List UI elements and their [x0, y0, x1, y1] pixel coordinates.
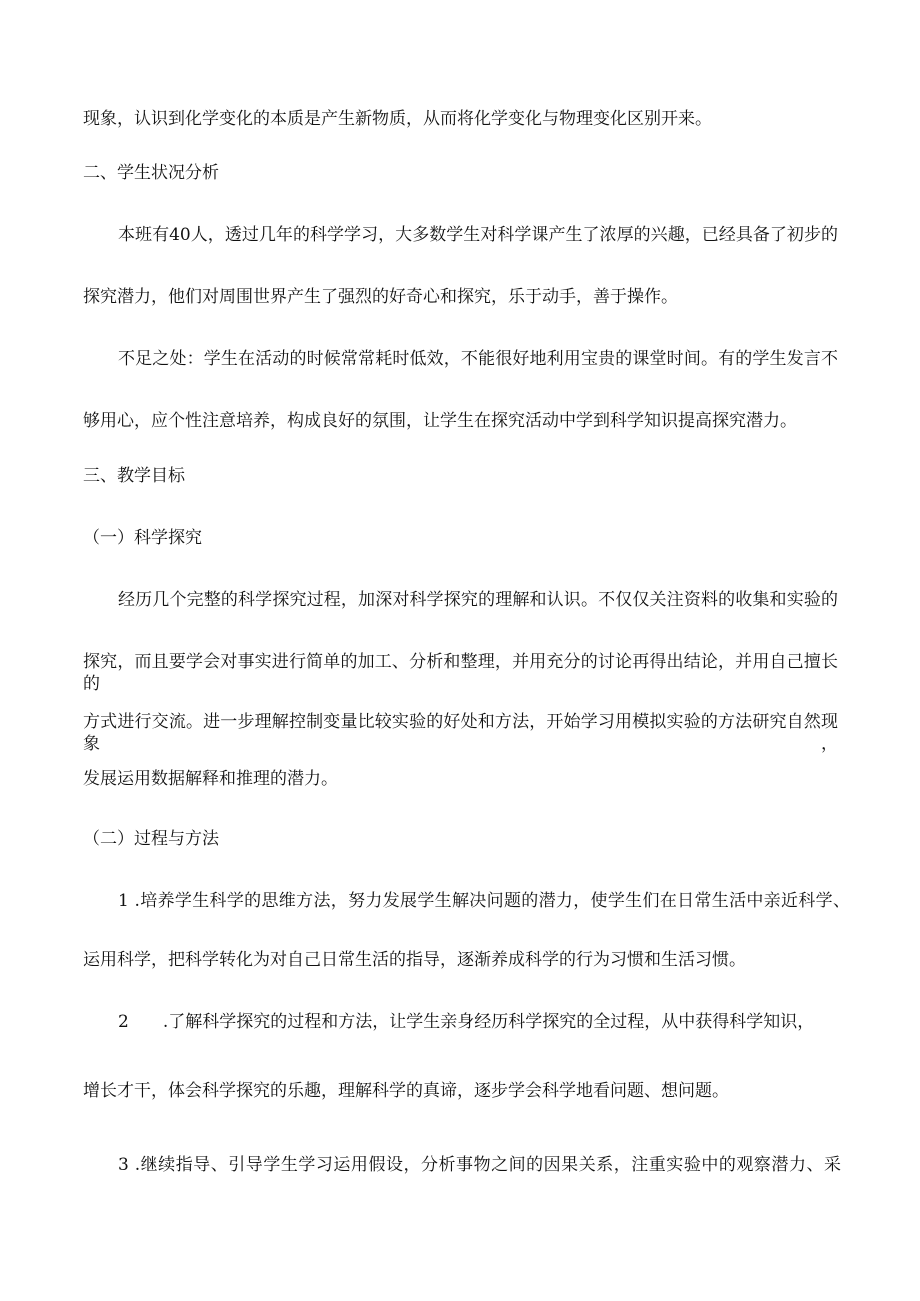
paragraph-inquiry-line-2: 探究，而且要学会对事实进行简单的加工、分析和整理，并用充分的讨论再得出结论，并用自己擅长的 [83, 652, 838, 694]
paragraph-item-3-line-1: 3 .继续指导、引导学生学习运用假设，分析事物之间的因果关系，注重实验中的观察潜力、采 [118, 1155, 841, 1175]
paragraph-inquiry-line-4: 发展运用数据解释和推理的潜力。 [83, 769, 338, 789]
paragraph-item-2-line-2: 增长才干，体会科学探究的乐趣，理解科学的真谛，逐步学会科学地看问题、想问题。 [83, 1081, 729, 1101]
subheading-scientific-inquiry: （一）科学探究 [83, 528, 202, 548]
paragraph-item-1-line-2: 运用科学，把科学转化为对自己日常生活的指导，逐渐养成科学的行为习惯和生活习惯。 [83, 950, 746, 970]
subheading-process-methods: （二）过程与方法 [83, 829, 219, 849]
paragraph-shortcomings-line-2: 够用心，应个性注意培养，构成良好的氛围，让学生在探究活动中学到科学知识提高探究潜力。 [83, 411, 797, 431]
paragraph-class-overview-line-2: 探究潜力，他们对周围世界产生了强烈的好奇心和探究，乐于动手，善于操作。 [83, 287, 678, 307]
paragraph-class-overview-line-1: 本班有40人，透过几年的科学学习，大多数学生对科学课产生了浓厚的兴趣，已经具备了初步的 [118, 225, 838, 245]
paragraph-inquiry-line-3: 方式进行交流。进一步理解控制变量比较实验的好处和方法，开始学习用模拟实验的方法研究自然现象， [83, 712, 838, 754]
paragraph-item-2-line-1: 2 .了解科学探究的过程和方法，让学生亲身经历科学探究的全过程，从中获得科学知识， [118, 1012, 815, 1032]
paragraph-shortcomings-line-1: 不足之处：学生在活动的时候常常耗时低效，不能很好地利用宝贵的课堂时间。有的学生发言不 [118, 349, 838, 369]
section-heading-teaching-goals: 三、教学目标 [83, 466, 185, 486]
paragraph-inquiry-line-1: 经历几个完整的科学探究过程，加深对科学探究的理解和认识。不仅仅关注资料的收集和实验的 [118, 590, 838, 610]
paragraph-item-1-line-1: 1 .培养学生科学的思维方法，努力发展学生解决问题的潜力，使学生们在日常生活中亲近科学、 [118, 891, 850, 911]
section-heading-student-analysis: 二、学生状况分析 [83, 163, 219, 183]
paragraph-intro-tail: 现象，认识到化学变化的本质是产生新物质，从而将化学变化与物理变化区别开来。 [83, 109, 712, 129]
